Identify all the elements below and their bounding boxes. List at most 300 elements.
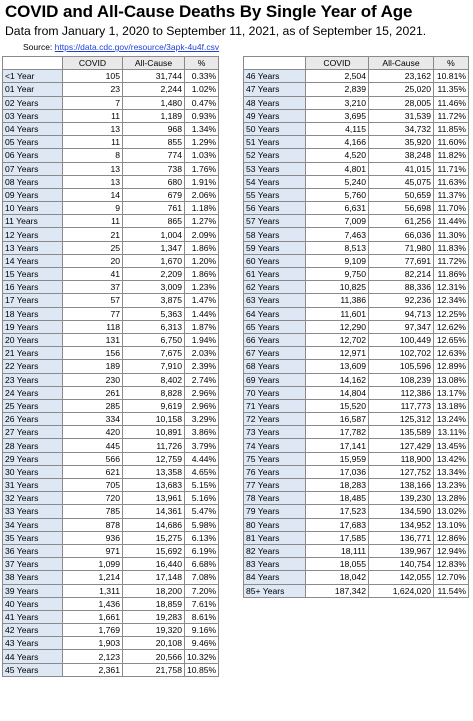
percent-cell: 1.87% xyxy=(185,320,219,333)
covid-cell: 57 xyxy=(63,294,123,307)
table-row xyxy=(244,241,469,254)
covid-cell: 7,463 xyxy=(306,228,369,241)
all-cause-cell: 738 xyxy=(123,162,185,175)
covid-cell: 11,386 xyxy=(306,294,369,307)
age-label-cell: 53 Years xyxy=(244,162,306,175)
header-covid: COVID xyxy=(63,57,123,70)
covid-cell: 445 xyxy=(63,439,123,452)
all-cause-cell: 21,758 xyxy=(123,663,185,676)
table-row xyxy=(3,452,219,465)
percent-cell: 3.86% xyxy=(185,426,219,439)
percent-cell: 5.16% xyxy=(185,492,219,505)
age-label-cell: 06 Years xyxy=(3,149,63,162)
percent-cell: 1.86% xyxy=(185,268,219,281)
covid-cell: 11 xyxy=(63,215,123,228)
percent-cell: 1.03% xyxy=(185,149,219,162)
table-row xyxy=(3,96,219,109)
table-row xyxy=(244,360,469,373)
all-cause-cell: 100,449 xyxy=(369,333,434,346)
all-cause-cell: 18,200 xyxy=(123,584,185,597)
covid-cell: 285 xyxy=(63,399,123,412)
covid-cell: 1,769 xyxy=(63,624,123,637)
all-cause-cell: 135,589 xyxy=(369,426,434,439)
covid-cell: 8 xyxy=(63,149,123,162)
percent-cell: 7.08% xyxy=(185,571,219,584)
table-row xyxy=(3,215,219,228)
age-label-cell: 50 Years xyxy=(244,122,306,135)
percent-cell: 11.60% xyxy=(434,136,469,149)
percent-cell: 12.63% xyxy=(434,347,469,360)
table-row xyxy=(3,650,219,663)
covid-cell: 8,513 xyxy=(306,241,369,254)
age-label-cell: 44 Years xyxy=(3,650,63,663)
table-row xyxy=(244,505,469,518)
table-row xyxy=(244,83,469,96)
table-row xyxy=(3,333,219,346)
table-row xyxy=(244,558,469,571)
age-label-cell: 57 Years xyxy=(244,215,306,228)
all-cause-cell: 10,158 xyxy=(123,413,185,426)
age-label-cell: 19 Years xyxy=(3,320,63,333)
covid-cell: 14 xyxy=(63,188,123,201)
header-row xyxy=(3,57,219,70)
table-row xyxy=(3,254,219,267)
covid-cell: 37 xyxy=(63,281,123,294)
age-label-cell: 39 Years xyxy=(3,584,63,597)
header-row xyxy=(244,57,469,70)
covid-cell: 420 xyxy=(63,426,123,439)
all-cause-cell: 968 xyxy=(123,122,185,135)
table-row xyxy=(3,531,219,544)
age-label-cell: 13 Years xyxy=(3,241,63,254)
table-row xyxy=(3,465,219,478)
age-label-cell: 64 Years xyxy=(244,307,306,320)
covid-cell: 11,601 xyxy=(306,307,369,320)
covid-cell: 13 xyxy=(63,175,123,188)
all-cause-cell: 7,675 xyxy=(123,347,185,360)
table-row xyxy=(3,399,219,412)
percent-cell: 11.44% xyxy=(434,215,469,228)
age-label-cell: 48 Years xyxy=(244,96,306,109)
age-label-cell: 46 Years xyxy=(244,70,306,83)
covid-cell: 9 xyxy=(63,202,123,215)
all-cause-cell: 1,624,020 xyxy=(369,584,434,597)
age-label-cell: 23 Years xyxy=(3,373,63,386)
covid-cell: 9,109 xyxy=(306,254,369,267)
covid-cell: 3,695 xyxy=(306,109,369,122)
all-cause-cell: 102,702 xyxy=(369,347,434,360)
age-label-cell: 25 Years xyxy=(3,399,63,412)
percent-cell: 11.37% xyxy=(434,188,469,201)
covid-cell: 720 xyxy=(63,492,123,505)
age-label-cell: 16 Years xyxy=(3,281,63,294)
covid-cell: 13,609 xyxy=(306,360,369,373)
age-label-cell: 83 Years xyxy=(244,558,306,571)
covid-cell: 9,750 xyxy=(306,268,369,281)
covid-cell: 12,290 xyxy=(306,320,369,333)
age-label-cell: 58 Years xyxy=(244,228,306,241)
percent-cell: 0.47% xyxy=(185,96,219,109)
all-cause-cell: 1,480 xyxy=(123,96,185,109)
all-cause-cell: 35,920 xyxy=(369,136,434,149)
covid-cell: 17,036 xyxy=(306,465,369,478)
all-cause-cell: 38,248 xyxy=(369,149,434,162)
percent-cell: 10.81% xyxy=(434,70,469,83)
percent-cell: 1.02% xyxy=(185,83,219,96)
all-cause-cell: 9,619 xyxy=(123,399,185,412)
covid-cell: 971 xyxy=(63,544,123,557)
age-label-cell: 14 Years xyxy=(3,254,63,267)
percent-cell: 1.29% xyxy=(185,136,219,149)
all-cause-cell: 31,744 xyxy=(123,70,185,83)
age-label-cell: 08 Years xyxy=(3,175,63,188)
all-cause-cell: 34,732 xyxy=(369,122,434,135)
deaths-table-right xyxy=(243,56,469,598)
covid-cell: 11 xyxy=(63,136,123,149)
table-row xyxy=(244,294,469,307)
all-cause-cell: 1,004 xyxy=(123,228,185,241)
table-row xyxy=(3,426,219,439)
covid-cell: 878 xyxy=(63,518,123,531)
all-cause-cell: 15,275 xyxy=(123,531,185,544)
table-row xyxy=(3,162,219,175)
percent-cell: 2.06% xyxy=(185,188,219,201)
age-label-cell: 41 Years xyxy=(3,610,63,623)
percent-cell: 1.44% xyxy=(185,307,219,320)
all-cause-cell: 1,347 xyxy=(123,241,185,254)
covid-cell: 105 xyxy=(63,70,123,83)
age-label-cell: 09 Years xyxy=(3,188,63,201)
age-label-cell: 43 Years xyxy=(3,637,63,650)
table-row xyxy=(3,373,219,386)
all-cause-cell: 2,244 xyxy=(123,83,185,96)
percent-cell: 7.61% xyxy=(185,597,219,610)
table-row xyxy=(244,531,469,544)
percent-cell: 13.34% xyxy=(434,465,469,478)
covid-cell: 2,361 xyxy=(63,663,123,676)
covid-cell: 15,959 xyxy=(306,452,369,465)
age-label-cell: 34 Years xyxy=(3,518,63,531)
age-label-cell: 20 Years xyxy=(3,333,63,346)
all-cause-cell: 13,358 xyxy=(123,465,185,478)
table-row xyxy=(3,479,219,492)
covid-cell: 4,166 xyxy=(306,136,369,149)
table-row xyxy=(244,479,469,492)
age-label-cell: 28 Years xyxy=(3,439,63,452)
percent-cell: 6.13% xyxy=(185,531,219,544)
percent-cell: 13.42% xyxy=(434,452,469,465)
percent-cell: 13.17% xyxy=(434,386,469,399)
percent-cell: 13.11% xyxy=(434,426,469,439)
covid-cell: 4,115 xyxy=(306,122,369,135)
percent-cell: 1.34% xyxy=(185,122,219,135)
age-label-cell: 11 Years xyxy=(3,215,63,228)
table-row xyxy=(244,333,469,346)
age-label-cell: 45 Years xyxy=(3,663,63,676)
all-cause-cell: 6,313 xyxy=(123,320,185,333)
age-label-cell: 12 Years xyxy=(3,228,63,241)
all-cause-cell: 138,166 xyxy=(369,479,434,492)
age-label-cell: 01 Year xyxy=(3,83,63,96)
age-label-cell: 66 Years xyxy=(244,333,306,346)
header-covid: COVID xyxy=(306,57,369,70)
all-cause-cell: 50,659 xyxy=(369,188,434,201)
percent-cell: 1.27% xyxy=(185,215,219,228)
age-label-cell: 15 Years xyxy=(3,268,63,281)
table-row xyxy=(3,281,219,294)
age-label-cell: 77 Years xyxy=(244,479,306,492)
percent-cell: 12.83% xyxy=(434,558,469,571)
age-label-cell: 30 Years xyxy=(3,465,63,478)
table-row xyxy=(244,439,469,452)
table-row xyxy=(244,254,469,267)
source-link[interactable]: https://data.cdc.gov/resource/3apk-4u4f.csv xyxy=(54,42,220,52)
table-row xyxy=(244,544,469,557)
age-label-cell: 74 Years xyxy=(244,439,306,452)
all-cause-cell: 2,209 xyxy=(123,268,185,281)
percent-cell: 13.45% xyxy=(434,439,469,452)
all-cause-cell: 112,386 xyxy=(369,386,434,399)
all-cause-cell: 14,686 xyxy=(123,518,185,531)
covid-cell: 13 xyxy=(63,122,123,135)
table-row xyxy=(3,360,219,373)
percent-cell: 7.20% xyxy=(185,584,219,597)
table-row xyxy=(3,439,219,452)
age-label-cell: 62 Years xyxy=(244,281,306,294)
all-cause-cell: 855 xyxy=(123,136,185,149)
percent-cell: 12.89% xyxy=(434,360,469,373)
covid-cell: 5,760 xyxy=(306,188,369,201)
percent-cell: 6.19% xyxy=(185,544,219,557)
age-label-cell: 76 Years xyxy=(244,465,306,478)
table-row xyxy=(3,188,219,201)
age-label-cell: <1 Year xyxy=(3,70,63,83)
age-label-cell: 68 Years xyxy=(244,360,306,373)
age-label-cell: 21 Years xyxy=(3,347,63,360)
percent-cell: 1.91% xyxy=(185,175,219,188)
age-label-cell: 55 Years xyxy=(244,188,306,201)
percent-cell: 1.76% xyxy=(185,162,219,175)
all-cause-cell: 97,347 xyxy=(369,320,434,333)
age-label-cell: 59 Years xyxy=(244,241,306,254)
header-percent: % xyxy=(185,57,219,70)
table-row xyxy=(3,136,219,149)
table-row xyxy=(244,386,469,399)
table-row xyxy=(3,109,219,122)
percent-cell: 13.23% xyxy=(434,479,469,492)
percent-cell: 12.65% xyxy=(434,333,469,346)
percent-cell: 12.70% xyxy=(434,571,469,584)
table-row xyxy=(3,307,219,320)
percent-cell: 13.18% xyxy=(434,399,469,412)
covid-cell: 621 xyxy=(63,465,123,478)
all-cause-cell: 19,320 xyxy=(123,624,185,637)
source-line xyxy=(23,42,219,52)
table-row xyxy=(244,584,469,597)
table-row xyxy=(244,465,469,478)
covid-cell: 1,214 xyxy=(63,571,123,584)
all-cause-cell: 6,750 xyxy=(123,333,185,346)
covid-cell: 785 xyxy=(63,505,123,518)
table-row xyxy=(244,281,469,294)
percent-cell: 11.85% xyxy=(434,122,469,135)
table-row xyxy=(3,413,219,426)
percent-cell: 12.31% xyxy=(434,281,469,294)
table-row xyxy=(3,584,219,597)
covid-cell: 1,311 xyxy=(63,584,123,597)
age-label-cell: 36 Years xyxy=(3,544,63,557)
all-cause-cell: 3,875 xyxy=(123,294,185,307)
table-row xyxy=(3,558,219,571)
covid-cell: 12,971 xyxy=(306,347,369,360)
covid-cell: 1,661 xyxy=(63,610,123,623)
percent-cell: 4.44% xyxy=(185,452,219,465)
percent-cell: 12.62% xyxy=(434,320,469,333)
all-cause-cell: 680 xyxy=(123,175,185,188)
page-title: COVID and All-Cause Deaths By Single Year of Age xyxy=(5,2,413,21)
all-cause-cell: 41,015 xyxy=(369,162,434,175)
covid-cell: 705 xyxy=(63,479,123,492)
age-label-cell: 07 Years xyxy=(3,162,63,175)
table-row xyxy=(244,109,469,122)
covid-cell: 1,099 xyxy=(63,558,123,571)
all-cause-cell: 77,691 xyxy=(369,254,434,267)
table-row xyxy=(3,70,219,83)
percent-cell: 1.86% xyxy=(185,241,219,254)
percent-cell: 12.94% xyxy=(434,544,469,557)
table-row xyxy=(3,492,219,505)
covid-cell: 15,520 xyxy=(306,399,369,412)
age-label-cell: 27 Years xyxy=(3,426,63,439)
table-row xyxy=(244,188,469,201)
table-row xyxy=(244,215,469,228)
all-cause-cell: 774 xyxy=(123,149,185,162)
age-label-cell: 85+ Years xyxy=(244,584,306,597)
percent-cell: 4.65% xyxy=(185,465,219,478)
table-row xyxy=(244,162,469,175)
percent-cell: 10.85% xyxy=(185,663,219,676)
table-row xyxy=(3,347,219,360)
table-row xyxy=(244,399,469,412)
percent-cell: 1.23% xyxy=(185,281,219,294)
age-label-cell: 60 Years xyxy=(244,254,306,267)
all-cause-cell: 1,670 xyxy=(123,254,185,267)
age-label-cell: 84 Years xyxy=(244,571,306,584)
all-cause-cell: 134,952 xyxy=(369,518,434,531)
covid-cell: 14,162 xyxy=(306,373,369,386)
all-cause-cell: 92,236 xyxy=(369,294,434,307)
table-row xyxy=(3,241,219,254)
all-cause-cell: 125,312 xyxy=(369,413,434,426)
age-label-cell: 51 Years xyxy=(244,136,306,149)
deaths-table-left xyxy=(2,56,219,677)
covid-cell: 7,009 xyxy=(306,215,369,228)
covid-cell: 41 xyxy=(63,268,123,281)
all-cause-cell: 5,363 xyxy=(123,307,185,320)
covid-cell: 11 xyxy=(63,109,123,122)
percent-cell: 0.33% xyxy=(185,70,219,83)
all-cause-cell: 13,961 xyxy=(123,492,185,505)
table-row xyxy=(3,571,219,584)
table-row xyxy=(3,610,219,623)
age-label-cell: 52 Years xyxy=(244,149,306,162)
covid-cell: 20 xyxy=(63,254,123,267)
age-label-cell: 75 Years xyxy=(244,452,306,465)
all-cause-cell: 3,009 xyxy=(123,281,185,294)
header-age xyxy=(244,57,306,70)
table-row xyxy=(244,452,469,465)
age-label-cell: 37 Years xyxy=(3,558,63,571)
source-label: Source: xyxy=(23,42,53,52)
table-row xyxy=(244,136,469,149)
table-row xyxy=(3,228,219,241)
all-cause-cell: 16,440 xyxy=(123,558,185,571)
covid-cell: 12,702 xyxy=(306,333,369,346)
covid-cell: 16,587 xyxy=(306,413,369,426)
covid-cell: 14,804 xyxy=(306,386,369,399)
percent-cell: 12.86% xyxy=(434,531,469,544)
age-label-cell: 54 Years xyxy=(244,175,306,188)
covid-cell: 7 xyxy=(63,96,123,109)
table-row xyxy=(244,96,469,109)
age-label-cell: 35 Years xyxy=(3,531,63,544)
all-cause-cell: 88,336 xyxy=(369,281,434,294)
table-row xyxy=(3,294,219,307)
covid-cell: 261 xyxy=(63,386,123,399)
percent-cell: 2.96% xyxy=(185,386,219,399)
age-label-cell: 03 Years xyxy=(3,109,63,122)
percent-cell: 1.20% xyxy=(185,254,219,267)
table-row xyxy=(3,268,219,281)
age-label-cell: 40 Years xyxy=(3,597,63,610)
table-row xyxy=(3,320,219,333)
all-cause-cell: 118,900 xyxy=(369,452,434,465)
all-cause-cell: 105,596 xyxy=(369,360,434,373)
all-cause-cell: 94,713 xyxy=(369,307,434,320)
all-cause-cell: 61,256 xyxy=(369,215,434,228)
percent-cell: 1.18% xyxy=(185,202,219,215)
age-label-cell: 72 Years xyxy=(244,413,306,426)
age-label-cell: 10 Years xyxy=(3,202,63,215)
all-cause-cell: 23,162 xyxy=(369,70,434,83)
percent-cell: 11.71% xyxy=(434,162,469,175)
age-label-cell: 70 Years xyxy=(244,386,306,399)
percent-cell: 12.25% xyxy=(434,307,469,320)
age-label-cell: 49 Years xyxy=(244,109,306,122)
covid-cell: 1,903 xyxy=(63,637,123,650)
age-label-cell: 18 Years xyxy=(3,307,63,320)
all-cause-cell: 66,036 xyxy=(369,228,434,241)
table-row xyxy=(244,413,469,426)
covid-cell: 18,111 xyxy=(306,544,369,557)
table-row xyxy=(244,426,469,439)
covid-cell: 936 xyxy=(63,531,123,544)
percent-cell: 11.83% xyxy=(434,241,469,254)
covid-cell: 17,782 xyxy=(306,426,369,439)
percent-cell: 1.47% xyxy=(185,294,219,307)
table-row xyxy=(3,518,219,531)
covid-cell: 1,436 xyxy=(63,597,123,610)
percent-cell: 2.74% xyxy=(185,373,219,386)
all-cause-cell: 13,683 xyxy=(123,479,185,492)
all-cause-cell: 82,214 xyxy=(369,268,434,281)
age-label-cell: 05 Years xyxy=(3,136,63,149)
all-cause-cell: 8,828 xyxy=(123,386,185,399)
age-label-cell: 33 Years xyxy=(3,505,63,518)
age-label-cell: 63 Years xyxy=(244,294,306,307)
age-label-cell: 26 Years xyxy=(3,413,63,426)
all-cause-cell: 127,752 xyxy=(369,465,434,478)
